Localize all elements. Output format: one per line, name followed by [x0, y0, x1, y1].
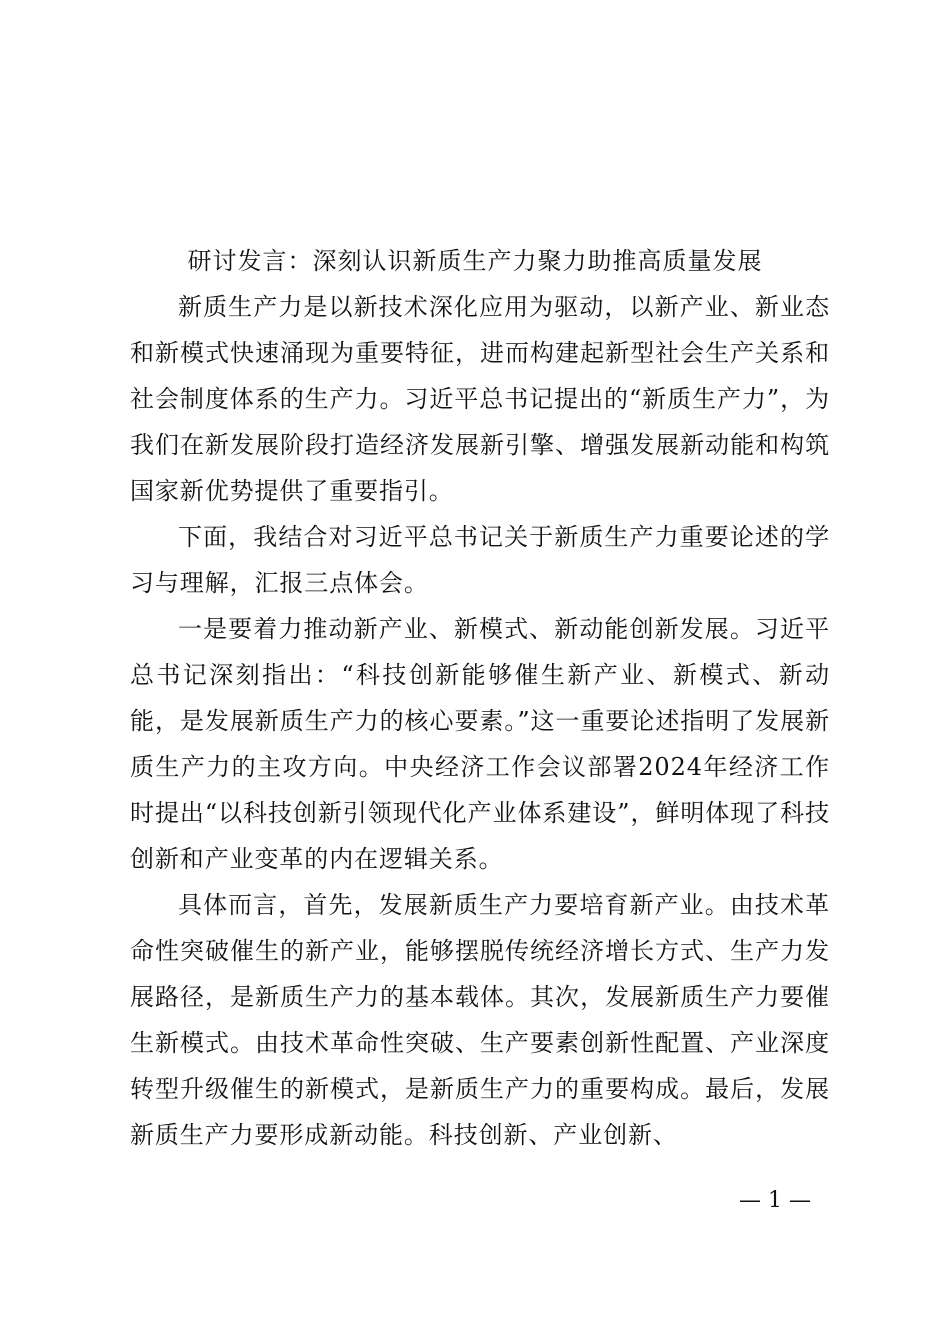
document-body	[130, 284, 830, 1158]
paragraph-intro: 新质生产力是以新技术深化应用为驱动，以新产业、新业态和新模式快速涌现为重要特征，进而构建起新型社会生产关系和社会制度体系的生产力。习近平总书记提出的“新质生产力”，为我们在新发展阶段打造经济发展新引擎、增强发展新动能和构筑国家新优势提供了重要指引。	[130, 293, 830, 505]
paragraph-point-one: 一是要着力推动新产业、新模式、新动能创新发展。习近平总书记深刻指出：“科技创新能够催生新产业、新模式、新动能，是发展新质生产力的核心要素。”这一重要论述指明了发展新质生产力的主攻方向。中央经济工作会议部署2024年经济工作时提出“以科技创新引领现代化产业体系建设”，鲜明体现了科技创新和产业变革的内在逻辑关系。	[130, 615, 830, 873]
paragraph-details: 具体而言，首先，发展新质生产力要培育新产业。由技术革命性突破催生的新产业，能够摆脱传统经济增长方式、生产力发展路径，是新质生产力的基本载体。其次，发展新质生产力要催生新模式。由技术革命性突破、生产要素创新性配置、产业深度转型升级催生的新模式，是新质生产力的重要构成。最后，发展新质生产力要形成新动能。科技创新、产业创新、	[130, 891, 830, 1149]
paragraph-outline: 下面，我结合对习近平总书记关于新质生产力重要论述的学习与理解，汇报三点体会。	[130, 523, 830, 597]
page-number: — 1 —	[739, 1188, 811, 1213]
document-title: 研讨发言：深刻认识新质生产力聚力助推高质量发展	[187, 247, 763, 275]
